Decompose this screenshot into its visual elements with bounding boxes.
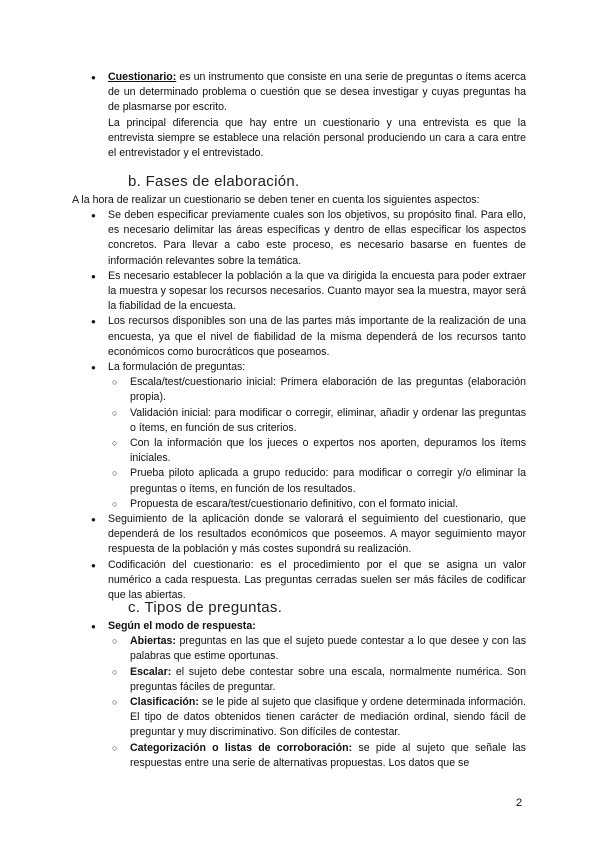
fases-list: [82, 208, 526, 603]
type-term: Clasificación:: [130, 696, 199, 709]
sublist-item: ○ Con la información que los jueces o expertos nos aporten, depuramos los ítems iniciales.: [108, 436, 526, 466]
list-item: ● Los recursos disponibles son una de las partes más importante de la realización de una encuesta, ya que el nivel de fiabilidad de la misma dependerá de los recursos tanto económicos como burocráticos que poseamos.: [82, 314, 526, 360]
sublist-item: [108, 665, 526, 695]
cuestionario-definition: es un instrumento que consiste en una serie de preguntas o ítems acerca de un determinado problema o cuestión que se desea investigar y cuyas preguntas ha de plasmarse por escrito.: [108, 71, 526, 114]
type-term: Abiertas:: [130, 635, 176, 648]
type-text: se le pide al sujeto que clasifique y ordene determinada información. El tipo de datos obtenidos tienen carácter de mediación ordinal, siendo fácil de preguntar y muy discriminativo. Son difíciles de contestar.: [130, 696, 526, 739]
cuestionario-term: Cuestionario:: [108, 71, 177, 83]
tipos-sublist: [108, 634, 526, 771]
formulacion-label: ● La formulación de preguntas:: [108, 361, 246, 374]
type-text: se pide al sujeto que señale las respuestas entre una serie de alternativas propuestas. Los datos que se: [130, 741, 526, 769]
type-term: Escalar:: [130, 665, 172, 678]
list-item: ● Es necesario establecer la población a la que va dirigida la encuesta para poder extraer la muestra y sopesar los recursos necesarios. Cuanto mayor sea la muestra, mayor será la fiabilidad de la encuesta.: [82, 269, 526, 315]
sublist-item: ○ Prueba piloto aplicada a grupo reducido: para modificar o corregir y/o eliminar la preguntas o ítems, en función de los resultados.: [108, 466, 526, 496]
page-number: 2: [516, 797, 523, 809]
intro-list: [82, 70, 526, 161]
sublist-item: ○ Escala/test/cuestionario inicial: Primera elaboración de las preguntas (elaboración propia).: [108, 375, 526, 405]
cuestionario-note: La principal diferencia que hay entre un cuestionario y una entrevista es que la entrevista siempre se establece una relación personal produciendo un cara a cara entre el entrevistador y el entrevistado.: [108, 116, 526, 160]
type-text: preguntas en las que el sujeto puede contestar a lo que desee y con las palabras que estime oportunas.: [130, 635, 526, 663]
sublist-item: ○ Validación inicial: para modificar o corregir, eliminar, añadir y ordenar las preguntas o ítems, en función de sus criterios.: [108, 406, 526, 436]
sublist-item: [108, 634, 526, 664]
type-text: el sujeto debe contestar sobre una escala, normalmente numérica. Son preguntas fáciles de preguntar.: [130, 665, 526, 693]
heading-fases-elaboracion: b. Fases de elaboración.: [128, 173, 300, 190]
modo-respuesta-label: Según el modo de respuesta:: [108, 620, 256, 632]
sublist-item: ○ Propuesta de escara/test/cuestionario definitivo, con el formato inicial.: [108, 497, 526, 512]
list-item: [82, 619, 526, 771]
list-item: ● Se deben especificar previamente cuales son los objetivos, su propósito final. Para ello, es necesario delimitar las áreas específicas y dentro de ellas especificar los aspectos concretos. Para llevar a cabo este proceso, es necesario basarse en fuentes de información relevantes sobre la temática.: [82, 208, 526, 269]
tipos-list-wrapper: [82, 619, 526, 771]
sublist-item: [108, 741, 526, 771]
fases-intro: A la hora de realizar un cuestionario se deben tener en cuenta los siguientes aspectos:: [72, 194, 480, 206]
fases-list-wrapper: [82, 208, 526, 603]
sublist-item: [108, 695, 526, 741]
type-term: Categorización o listas de corroboración:: [130, 741, 353, 754]
tipos-list: [82, 619, 526, 771]
formulacion-sublist: [108, 375, 526, 512]
cuestionario-item: [82, 70, 526, 161]
list-item: ● Seguimiento de la aplicación donde se valorará el seguimiento del cuestionario, que dependerá de los resultados económicos que poseemos. A mayor seguimiento mayor respuesta de la población y más costes supondrá su realización.: [82, 512, 526, 558]
list-item: ● Codificación del cuestionario: es el procedimiento por el que se asigna un valor numérico a cada respuesta. Las preguntas cerradas suelen ser más fáciles de codificar que las abiertas.: [82, 558, 526, 604]
heading-tipos-preguntas: c. Tipos de preguntas.: [128, 599, 283, 616]
list-item: [82, 360, 526, 512]
